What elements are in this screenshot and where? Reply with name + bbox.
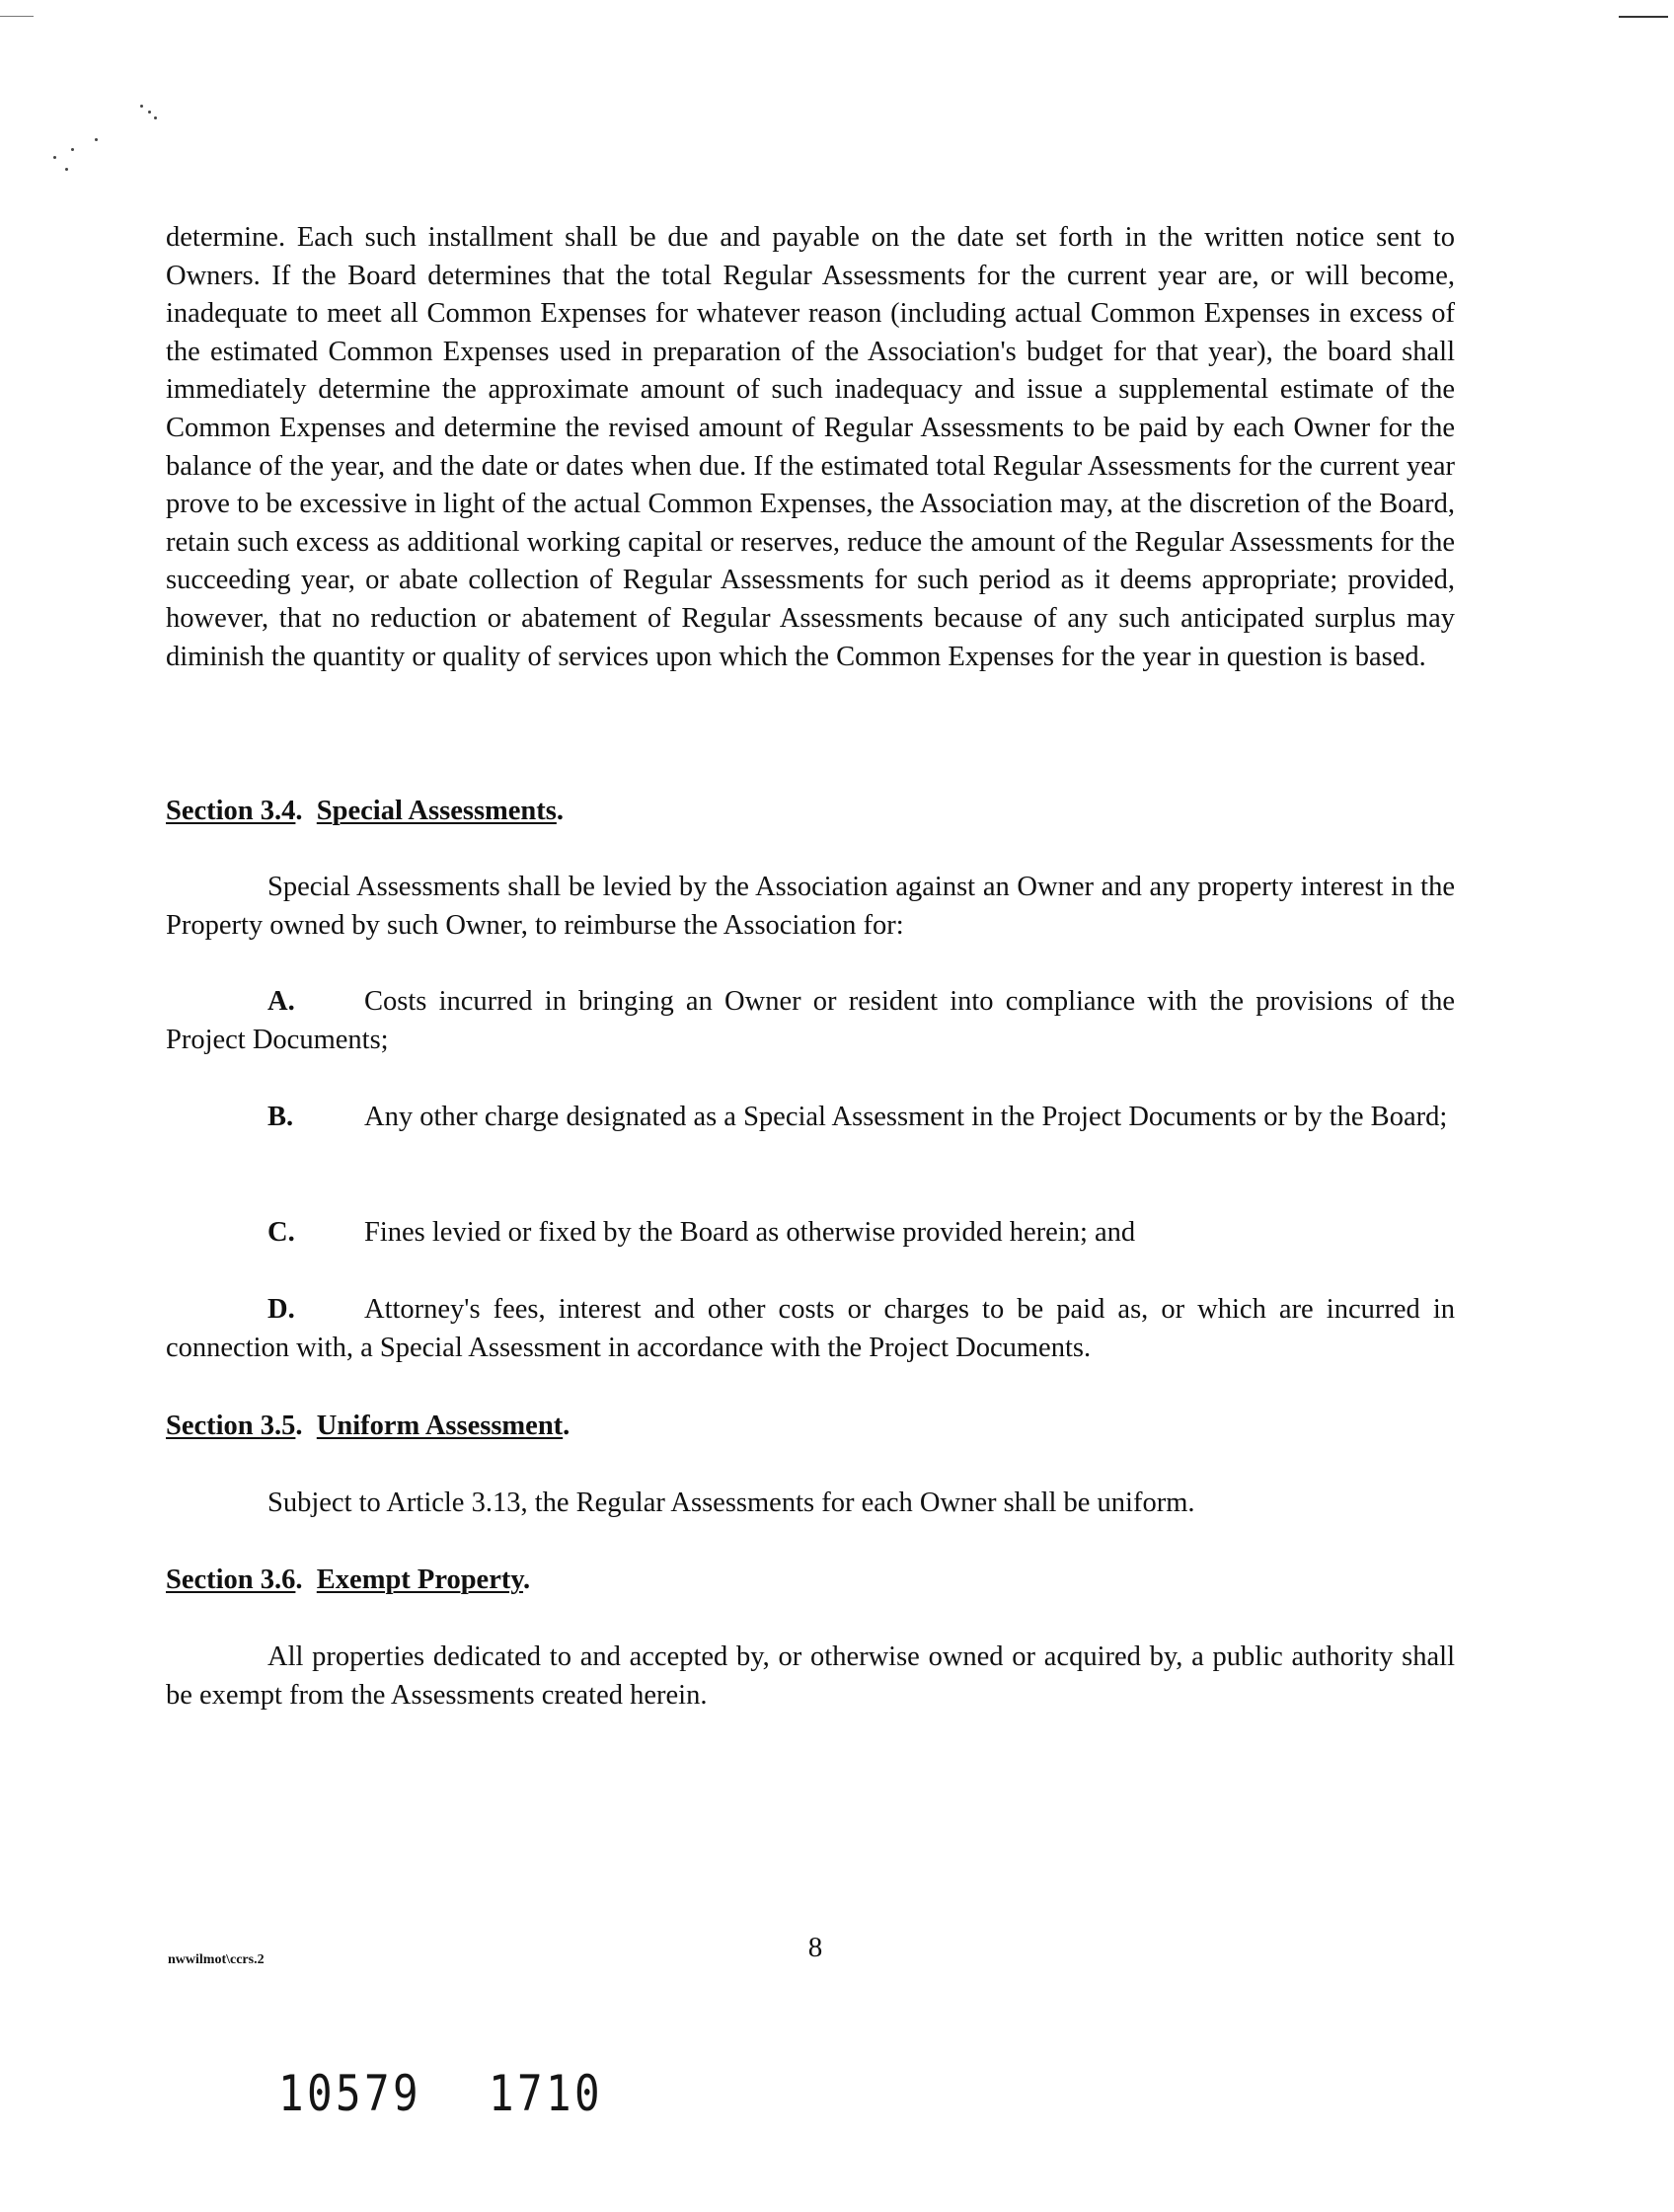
list-item: [166, 983, 1455, 1059]
list-item-letter: A.: [267, 986, 295, 1017]
scan-speck: [154, 116, 157, 119]
scan-speck: [71, 148, 74, 151]
section-number: Section 3.6: [166, 1564, 296, 1595]
page-number: 8: [807, 1932, 823, 1963]
scan-speck: [148, 111, 151, 114]
list-item-letter: B.: [267, 1102, 294, 1132]
section-title: Special Assessments: [316, 796, 557, 826]
list-item-letter: C.: [267, 1217, 295, 1248]
list-item-text: Costs incurred in bringing an Owner or resident into compliance with the provisions of the Project Documents;: [166, 986, 1455, 1055]
list-item-text: Any other charge designated as a Special Assessment in the Project Documents or by the Board;: [364, 1102, 1448, 1132]
list-item: [166, 1291, 1455, 1367]
list-item-text: Fines levied or fixed by the Board as otherwise provided herein; and: [364, 1217, 1136, 1248]
scan-speck: [140, 105, 143, 108]
recording-book-number: 10579: [278, 2065, 421, 2122]
list-item-letter: D.: [267, 1294, 295, 1325]
scan-mark-right: [1619, 16, 1668, 18]
section-3-4-intro: Special Assessments shall be levied by the Association against an Owner and any property interest in the Property owned by such Owner, to reimburse the Association for:: [166, 872, 1455, 941]
list-item: [166, 1099, 1455, 1137]
section-number: Section 3.4: [166, 796, 296, 826]
scan-speck: [53, 156, 56, 159]
section-3-5-body: Subject to Article 3.13, the Regular Assessments for each Owner shall be uniform.: [267, 1487, 1195, 1518]
continuation-paragraph: determine. Each such installment shall be due and payable on the date set forth in the written notice sent to Owners. If the Board determines that the total Regular Assessments for the current year are, or will become, inadequate to meet all Common Expenses for whatever reason (including actual Common Expenses in excess of the estimated Common Expenses used in preparation of the Association's budget for that year), the board shall immediately determine the approximate amount of such inadequacy and issue a supplemental estimate of the Common Expenses and determine the revised amount of Regular Assessments to be paid by each Owner for the balance of the year, and the date or dates when due. If the estimated total Regular Assessments for the current year prove to be excessive in light of the actual Common Expenses, the Association may, at the discretion of the Board, retain such excess as additional working capital or reserves, reduce the amount of the Regular Assessments for the succeeding year, or abate collection of Regular Assessments for such period as it deems appropriate; provided, however, that no reduction or abatement of Regular Assessments because of any such anticipated surplus may diminish the quantity or quality of services upon which the Common Expenses for the year in question is based.: [166, 222, 1455, 672]
section-number: Section 3.5: [166, 1411, 296, 1441]
scan-mark-left: [0, 16, 34, 17]
section-title: Exempt Property: [316, 1564, 524, 1595]
file-reference: nwwilmot\ccrs.2: [168, 1952, 265, 1967]
section-3-6-body: All properties dedicated to and accepted by, or otherwise owned or acquired by, a public authority shall be exempt from the Assessments created herein.: [166, 1641, 1455, 1711]
section-heading-3-6: Section 3.6. Exempt Property.: [166, 1564, 531, 1595]
list-item: [166, 1214, 1455, 1253]
list-item-text: Attorney's fees, interest and other costs or charges to be paid as, or which are incurred in connection with, a Special Assessment in accordance with the Project Documents.: [166, 1294, 1455, 1363]
scan-speck: [65, 168, 68, 171]
scan-speck: [95, 138, 98, 141]
section-heading-3-5: Section 3.5. Uniform Assessment.: [166, 1411, 571, 1441]
section-title: Uniform Assessment: [316, 1411, 564, 1441]
section-heading-3-4: Section 3.4. Special Assessments.: [166, 796, 564, 826]
recording-page-number: 1710: [489, 2065, 603, 2122]
